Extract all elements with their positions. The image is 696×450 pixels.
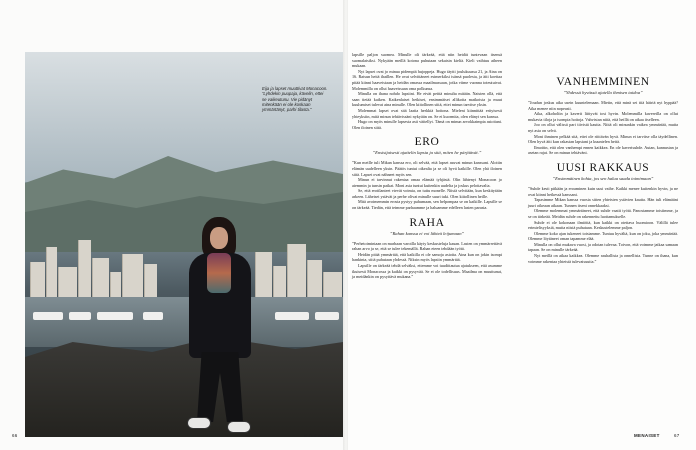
page-number-right: 67 [674, 433, 680, 438]
section-subheading: ”Yhdessä hyvässä ajatella ihmisen taidoa” [563, 90, 643, 95]
section-heading-vanhemminen: VANHEMMINEN [556, 76, 650, 88]
section-heading-raha: RAHA [409, 216, 445, 229]
body-paragraph: Tapasimme Mikan kanssa vuosia sitten yhteisten ystävien kautta. Hän tuli elämääni juuri oikeaan aikaan. Tunnen itseni onnekkaaksi. [528, 197, 678, 208]
body-paragraph: ”Joudun joskus aika usein kuuntelemaan. Mietin, että minä sei tiiä häiriä nyt hyppää? Aika menee niin nopeasti. [528, 100, 678, 111]
body-paragraph: Ilmoitin, että olen vanhempi ennen kaikkea. En ole kaverisuhde. Autan, kannustan ja asetan rajat. Se on minun tehtäväni. [528, 144, 678, 156]
body-paragraph: Minulla on ihana nohdo lapsiini. He eivät peittä minulta mitään. Naisten ollä, että saan tietää kaiken. Kaikenlaiset hetkiset, ensimmäiset allikoita matkoista ja muut kuulumiset tulevat aina minulle. Olen kiitollinen siitä, ettei minun tarvitse yksin. [352, 91, 502, 108]
body-paragraph: Aika, alkoholiin ja kaverit liittyvät tosi hyvin. Molemmilla kavereilla on ollut mukavia tiloja ja isompia hoitoja. Vahvistan niitä, että heillä on aikaa itselleen. [528, 111, 678, 122]
section-heading-ero: ERO [414, 136, 440, 149]
body-paragraph: Heidän pitää ymmärtää, että kaikilla ei ole samoja asioita. Aina kun on jokin isompi hankinta, siitä puhutaan yhdessä. Niksin myös lapsiin ymmärtää. [352, 251, 502, 263]
body-paragraph: Olemme koko ajan tukeneet toisiamme. Tuntuu hyvältä, kun on joku, joka ymmärtää. Olemme löytäneet oman tapamme elää. [528, 230, 678, 242]
left-page [0, 0, 345, 450]
body-paragraph: Moni ihminen pelkää sitä, ettei ole riittävän hyvä. Minun ei tarvitse olla täydellinen. Olen hyvä äiti kun rakastan lapsiani ja kuuntelen heitä. [528, 133, 678, 145]
section-subheading: ”Rahan kanssa ei voi lähteä leijumaan” [389, 230, 465, 236]
section-subheading: ”Ensisijaisesti ajattelin lapsia ja sitä, miten he pärjäävät.” [372, 150, 482, 156]
magazine-brand-footer: MENAISET [634, 433, 660, 438]
body-paragraph: ”Suhde kesti pitkään ja eroaminen kuin uusi vaihe. Kaikki menee kuitenkin hyvin, ja ne ovat kiinni hetkessä kanssani. [528, 185, 678, 197]
article-column-1 [352, 52, 502, 280]
body-paragraph: Hugo on myös minulle lapsesta asti väitellyt. Tämä on minun arvokkaimpia asioitani. Olen iloinen siitä. [352, 119, 502, 130]
body-paragraph: Minulla on ollut mukava vuosi, ja odotan tulevaa. Toivon, että voimme jatkaa samaan tapaan. Se on minulle tärkeää. [528, 241, 678, 253]
photo-woman [175, 217, 265, 437]
article-column-2 [528, 52, 678, 264]
section-heading-uusi-rakkaus: UUSI RAKKAUS [556, 161, 650, 174]
body-paragraph: Se, että erotilanteet vievät voimia, on tuttu monelle. Niistä selvitään, kun keskitytään arkeen. Läheiset ystävät ja perhe olivat minulle suuri tuki. Olen kiitollinen heille. [352, 188, 502, 199]
page-number-left: 66 [12, 433, 18, 438]
body-paragraph: ”Perhetoimintaan on marhaan varoilla käyty keskusteluja kauan. Lasten on ymmärrettävä rahan arvo ja se, että se tulee tekemällä. Rahan eteen tehdään työtä. [352, 240, 502, 252]
body-paragraph: lapsille paljon suomea. Minulle oli tärkeää, että niin heidät tuntevaan itsensä suomalaisiksi. Nykyään meillä kotona puhutaan sekaisin kieliä. Kieli vaihtuu aiheen mukaan. [352, 52, 502, 69]
body-paragraph: Nyt meillä on aikaa kaikkea. Olemme rauhallisia ja onnellisia. Tunne on ihana, kun voimme rakentaa yhteistä tulevaisuutta.” [528, 253, 678, 264]
body-paragraph: Joo on ollut välissä pari tiivistä kautta. Niitä oli minunkin vaikea ymmärtää, mutta nyt asia on selvä. [528, 122, 678, 133]
body-paragraph: Minun ei tarvinnut rakentaa omaa elämää tyhjästä. Olin lähtenyt Monacoon jo aiemmin ja tunsin paikat. Moni asia tuntui kuitenkin uudelta ja joskus pelottavalta. [352, 177, 502, 188]
section-subheading: ”Ensimmäinen kohta, jos sen halua saada toimimaan” [552, 175, 654, 181]
website-footer: is.fi/menaiset [304, 433, 335, 438]
body-paragraph: ”Kun meille tuli Mikan kanssa ero, oli selvää, että lapset asuvat minun kanssani. Aloitin elämän uudelleen yksin. Päätös tuntui oikealta ja se oli hyvä kaikille. Olen yhä iloinen siitä. Lapset ovat nähneet myös sen. [352, 160, 502, 177]
body-paragraph: Nyt lapset ovat jo minua pidempiä hujoppeja. Hugo täytti joulukuussa 21, ja Aina on 16. Ratsun heitä ihaillen. He ovat selvittäneet esimerkiksi isänsä puolesta, ja äiti koettaa pitää kiinni haaveistaan ja heidän omassa maailmassaan, jotka viime vuonna toteutuivat. Molemmilla on ollut haaveissaan oma polkunsa. [352, 68, 502, 91]
body-paragraph: Molemmat lapset ovat sitä laatia herkkiä hoitona. Mieleni kiinnittää erityisesti yhteyksiin, mitä minun tehtävissäni nykyään on. Se ei kuormita, olen elänyt sen kanssa. [352, 107, 502, 119]
body-paragraph: Olemme molemmat ymmärtäneet, että suhde vaatii työtä. Panostamme toisiimme, ja se on tärkeää. Meidän suhde on rakennettu luottamukselle. [528, 208, 678, 219]
body-paragraph: Lapsille on tärkeää tehdä selväksi, ettemme voi tuudittautua ajatukseen, että asumme ikuisesti Monacossa ja kaikki on pysyvää. Se ei ole todellisuus. Maailma on muuttunut, ja meidänkin on pysyttävä mukana.” [352, 263, 502, 280]
body-paragraph: Mitä avoimemmin erosta pystyy puhumaan, sen helpompaa se on kaikille. Lapsille se on tärkeää. Tiedän, että teimme parhaamme ja haluamme edelleen lasten parasta. [352, 199, 502, 211]
body-paragraph: Suhde ei ole kokonaan ilmiöitä, kun kaikki on otettava huomioon. Välillä tulee erimielisyyksiä, mutta niistä puhutaan. Keskustelemme paljon. [528, 219, 678, 231]
right-page [348, 0, 696, 450]
photo-caption: Eija ja lapset muuttivat Monacoon. ”Lyhdekin puupaja, kävelin, ettei se vaikeutunu. Vie pidänyt mitenkään ei ole koskaan ymmärtänyt, parhi tilasta.” [262, 86, 328, 113]
